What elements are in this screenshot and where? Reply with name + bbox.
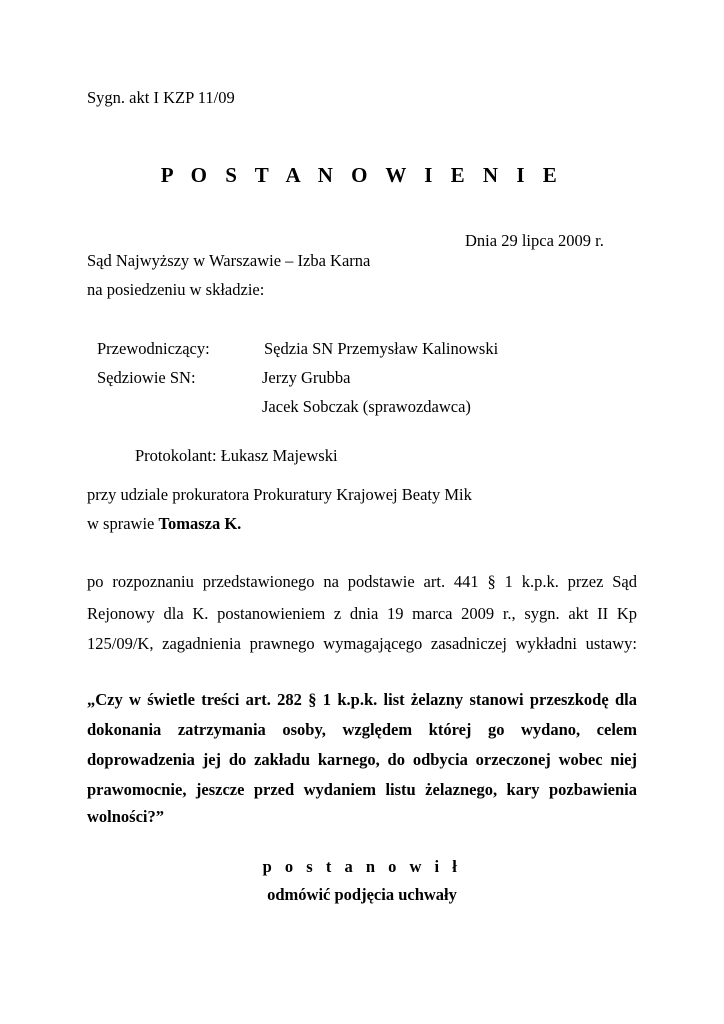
case-signature: Sygn. akt I KZP 11/09	[87, 88, 235, 107]
document-date: Dnia 29 lipca 2009 r.	[465, 231, 604, 250]
document-title: P O S T A N O W I E N I E	[160, 163, 564, 187]
recital-line: Rejonowy dla K. postanowieniem z dnia 19 marca 2009 r., sygn. akt II Kp	[87, 604, 637, 623]
question-line: „Czy w świetle treści art. 282 § 1 k.p.k. list żelazny stanowi przeszkodę dla	[87, 690, 637, 709]
judge-name-1: Jerzy Grubba	[262, 368, 351, 387]
session-composition-label: na posiedzeniu w składzie:	[87, 280, 265, 299]
clerk: Protokolant: Łukasz Majewski	[135, 446, 338, 465]
question-line: dokonania zatrzymania osoby, względem której go wydano, celem	[87, 720, 637, 739]
question-line: wolności?”	[87, 807, 165, 826]
decision-heading: p o s t a n o w i ł	[262, 857, 462, 876]
question-line: prawomocnie, jeszcze przed wydaniem listu żelaznego, kary pozbawienia	[87, 780, 637, 799]
recital-line: po rozpoznaniu przedstawionego na podstawie art. 441 § 1 k.p.k. przez Sąd	[87, 572, 637, 591]
case-prefix: w sprawie	[87, 514, 159, 533]
judges-role: Sędziowie SN:	[97, 368, 196, 387]
case-party: Tomasza K.	[158, 514, 242, 533]
decision-text: odmówić podjęcia uchwały	[267, 885, 457, 904]
court-name: Sąd Najwyższy w Warszawie – Izba Karna	[87, 251, 371, 270]
judge-name-2: Jacek Sobczak (sprawozdawca)	[262, 397, 471, 416]
recital-line: 125/09/K, zagadnienia prawnego wymagającego zasadniczej wykładni ustawy:	[87, 634, 637, 653]
case-line	[87, 514, 241, 534]
chair-role: Przewodniczący:	[97, 339, 210, 358]
question-line: doprowadzenia jej do zakładu karnego, do odbycia orzeczonej wobec niej	[87, 750, 637, 769]
chair-name: Sędzia SN Przemysław Kalinowski	[264, 339, 499, 358]
prosecutor: przy udziale prokuratora Prokuratury Krajowej Beaty Mik	[87, 485, 472, 504]
